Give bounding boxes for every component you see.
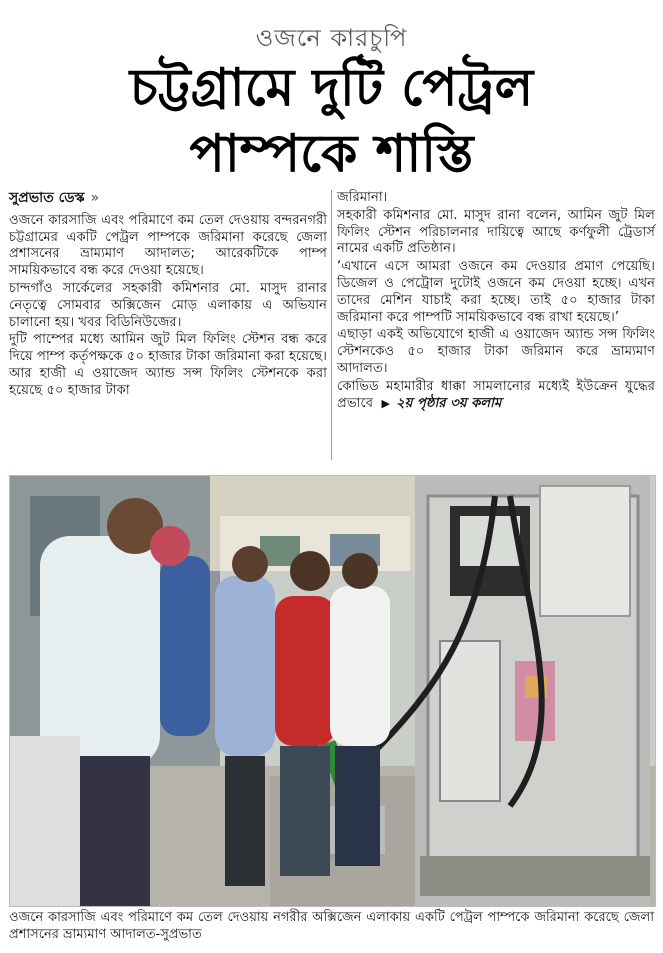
kicker: ওজনে কারচুপি: [255, 24, 408, 52]
byline-text: সুপ্রভাত ডেস্ক: [9, 190, 85, 206]
byline: [9, 190, 327, 207]
paragraph: সহকারী কমিশনার মো. মাসুদ রানা বলেন, আমিন জুট মিল ফিলিং স্টেশন পরিচালনার দায়িত্বে আছে কর্ণফুলী ট্রেডার্স নামের একটি প্রতিষ্ঠান।: [337, 207, 655, 257]
paragraph: চান্দগাঁও সার্কেলের সহকারী কমিশনার মো. মাসুদ রানার নেতৃত্বে সোমবার অক্সিজেন মোড় এলাকায় এ অভিযান চালানো হয়। খবর বিডিনিউজের।: [9, 280, 327, 330]
paragraph: ওজনে কারসাজি এবং পরিমাণে কম তেল দেওয়ায় বন্দরনগরী চট্টগ্রামের একটি পেট্রল পাম্পকে জরিমানা করেছে জেলা প্রশাসনের ভ্রাম্যমাণ আদালত; আরেকটিকে পাম্প সাময়িকভাবে বন্ধ করে দেওয়া হয়েছে।: [9, 212, 327, 279]
article-column-right: [337, 190, 655, 413]
paragraph: এছাড়া একই অভিযোগে হাজী এ ওয়াজেদ অ্যান্ড সন্স ফিলিং স্টেশনকেও ৫০ হাজার টাকা জরিমান করে ভ্রাম্যমাণ আদালত।: [337, 327, 655, 376]
paragraph: দুটি পাম্পের মধ্যে আমিন জুট মিল ফিলিং স্টেশন বন্ধ করে দিয়ে পাম্প কর্তৃপক্ষকে ৫০ হাজার টাকা জরিমানা করা হয়েছে। আর হাজী এ ওয়াজেদ অ্যান্ড সন্স ফিলিং স্টেশনকে করা হয়েছে ৫০ হাজার টাকা: [9, 332, 327, 398]
play-triangle-icon: ▶: [381, 396, 390, 410]
column-divider: [331, 190, 332, 460]
paragraph-with-continuation: [337, 379, 655, 413]
headline-line-2: পাম্পকে শাস্তি: [189, 124, 474, 184]
news-photo: [9, 475, 656, 907]
paragraph: ‘এখানে এসে আমরা ওজনে কম দেওয়ার প্রমাণ পেয়েছি। ডিজেল ও পেট্রোল দুটোই ওজনে কম দেওয়া হচ্ছে। এখন তাদের মেশিন যাচাই করা হচ্ছে। তাই ৫০ হাজার টাকা জরিমানা করে পাম্পটি সাময়িকভাবে বন্ধ রাখা হয়েছে।’: [337, 259, 655, 325]
headline-line-1: চট্টগ্রামে দুটি পেট্রল: [129, 58, 534, 118]
continued-text: ২য় পৃষ্ঠার ৩য় কলাম: [396, 395, 502, 411]
continued-jump: [382, 396, 502, 413]
double-chevron-icon: »: [90, 190, 100, 206]
photo-illustration: [10, 476, 655, 906]
paragraph-text: কোভিড মহামারীর ধাক্কা সামলানোর মধ্যেই ইউক্রেন যুদ্ধের প্রভাবে: [337, 378, 655, 411]
paragraph: জরিমানা।: [337, 190, 388, 205]
photo-caption: ওজনে কারসাজি এবং পরিমাণে কম তেল দেওয়ায় নগরীর অক্সিজেন এলাকায় একটি পেট্রল পাম্পকে জরিমানা করেছে জেলা প্রশাসনের ভ্রাম্যমাণ আদালত-সুপ্রভাত: [9, 910, 654, 942]
article-column-left: [9, 190, 327, 401]
